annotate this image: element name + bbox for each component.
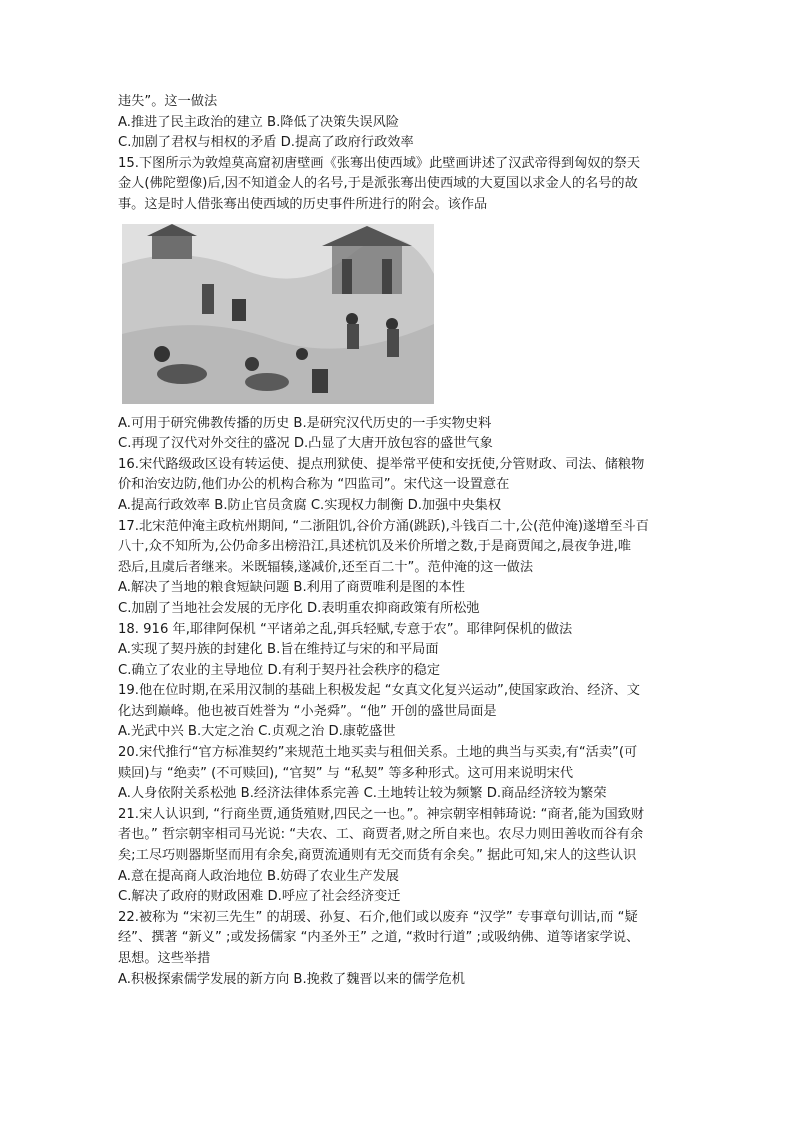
- text-line: 经”、撰著 “新义” ;或发扬儒家 “内圣外王” 之道, “救时行道” ;或吸纳佛、道等诸家学说、: [118, 930, 640, 946]
- text-line: A.积极探索儒学发展的新方向 B.挽救了魏晋以来的儒学危机: [118, 971, 465, 987]
- text-line: 八十,众不知所为,公仍命多出榜沿江,具述杭饥及米价所增之数,于是商贾闻之,晨夜争进,唯: [118, 539, 632, 555]
- text-line: 矣;工尽巧则器斯坚而用有余矣,商贾流通则有无交而货有余矣。” 据此可知,宋人的这些认识: [118, 848, 637, 864]
- mural-illustration: [122, 224, 434, 404]
- text-line: A.人身依附关系松弛 B.经济法律体系完善 C.土地转让较为频繁 D.商品经济较为繁荣: [118, 786, 607, 802]
- text-line: 22.被称为 “宋初三先生” 的胡瑗、孙复、石介,他们或以废弃 “汉学” 专事章句训诂,而 “疑: [118, 909, 638, 925]
- text-line: 20.宋代推行“官方标准契约”来规范土地买卖与租佃关系。土地的典当与买卖,有“活卖”(可: [118, 745, 638, 761]
- text-line: 17.北宋范仲淹主政杭州期间, “二浙阻饥,谷价方涌(跳跃),斗钱百二十,公(范仲淹)遂增至斗百: [118, 518, 649, 534]
- text-line: C.加剧了君权与相权的矛盾 D.提高了政府行政效率: [118, 135, 414, 151]
- text-line: A.意在提高商人政治地位 B.妨碍了农业生产发展: [118, 868, 399, 884]
- text-line: A.推进了民主政治的建立 B.降低了决策失误风险: [118, 114, 399, 130]
- text-line: C.确立了农业的主导地位 D.有利于契丹社会秩序的稳定: [118, 662, 441, 678]
- text-line: 化达到巅峰。他也被百姓誉为 “小尧舜”。“他” 开创的盛世局面是: [118, 703, 497, 719]
- text-line: C.解决了政府的财政困难 D.呼应了社会经济变迁: [118, 889, 401, 905]
- text-line: 19.他在位时期,在采用汉制的基础上积极发起 “女真文化复兴运动”,使国家政治、经济、文: [118, 683, 640, 699]
- text-line: 恐后,且虞后者继来。米既辐辏,遂减价,还至百二十”。范仲淹的这一做法: [118, 559, 534, 575]
- text-block-bottom: [118, 414, 678, 991]
- text-line: 18. 916 年,耶律阿保机 “平诸弟之乱,弭兵轻赋,专意于农”。耶律阿保机的做法: [118, 621, 573, 637]
- text-line: 违失”。这一做法: [118, 94, 218, 109]
- text-line: 15.下图所示为敦煌莫高窟初唐壁画《张骞出使西域》此壁画讲述了汉武帝得到匈奴的祭天: [118, 155, 641, 171]
- text-line: A.实现了契丹族的封建化 B.旨在维持辽与宋的和平局面: [118, 642, 439, 658]
- text-line: A.光武中兴 B.大定之治 C.贞观之治 D.康乾盛世: [118, 724, 396, 740]
- text-line: 赎回)与 “绝卖” (不可赎回), “官契” 与 “私契” 等多种形式。这可用来说明宋代: [118, 765, 574, 781]
- text-block-top: [118, 92, 678, 216]
- exam-page: [118, 92, 678, 990]
- text-line: 事。这是时人借张骞出使西域的历史事件所进行的附会。该作品: [118, 196, 488, 212]
- text-line: 思想。这些举措: [118, 951, 211, 966]
- text-line: 21.宋人认识到, “行商坐贾,通货殖财,四民之一也。”。神宗朝宰相韩琦说: “商者,能为国致财: [118, 806, 645, 822]
- text-line: 价和治安边防,他们办公的机构合称为 “四监司”。宋代这一设置意在: [118, 477, 510, 493]
- text-line: 者也。” 哲宗朝宰相司马光说: “夫农、工、商贾者,财之所自来也。农尽力则田善收而谷有余: [118, 827, 644, 843]
- text-line: 16.宋代路级政区设有转运使、提点刑狱使、提举常平使和安抚使,分管财政、司法、储粮物: [118, 456, 645, 472]
- text-line: C.再现了汉代对外交往的盛况 D.凸显了大唐开放包容的盛世气象: [118, 436, 493, 452]
- text-line: A.解决了当地的粮食短缺问题 B.利用了商贾唯利是图的本性: [118, 580, 465, 596]
- mural-image: [122, 224, 434, 404]
- text-line: C.加剧了当地社会发展的无序化 D.表明重农抑商政策有所松弛: [118, 600, 480, 616]
- text-line: A.提高行政效率 B.防止官员贪腐 C.实现权力制衡 D.加强中央集权: [118, 497, 502, 513]
- text-line: A.可用于研究佛教传播的历史 B.是研究汉代历史的一手实物史料: [118, 415, 492, 431]
- text-line: 金人(佛陀塑像)后,因不知道金人的名号,于是派张骞出使西域的大夏国以求金人的名号的故: [118, 176, 638, 192]
